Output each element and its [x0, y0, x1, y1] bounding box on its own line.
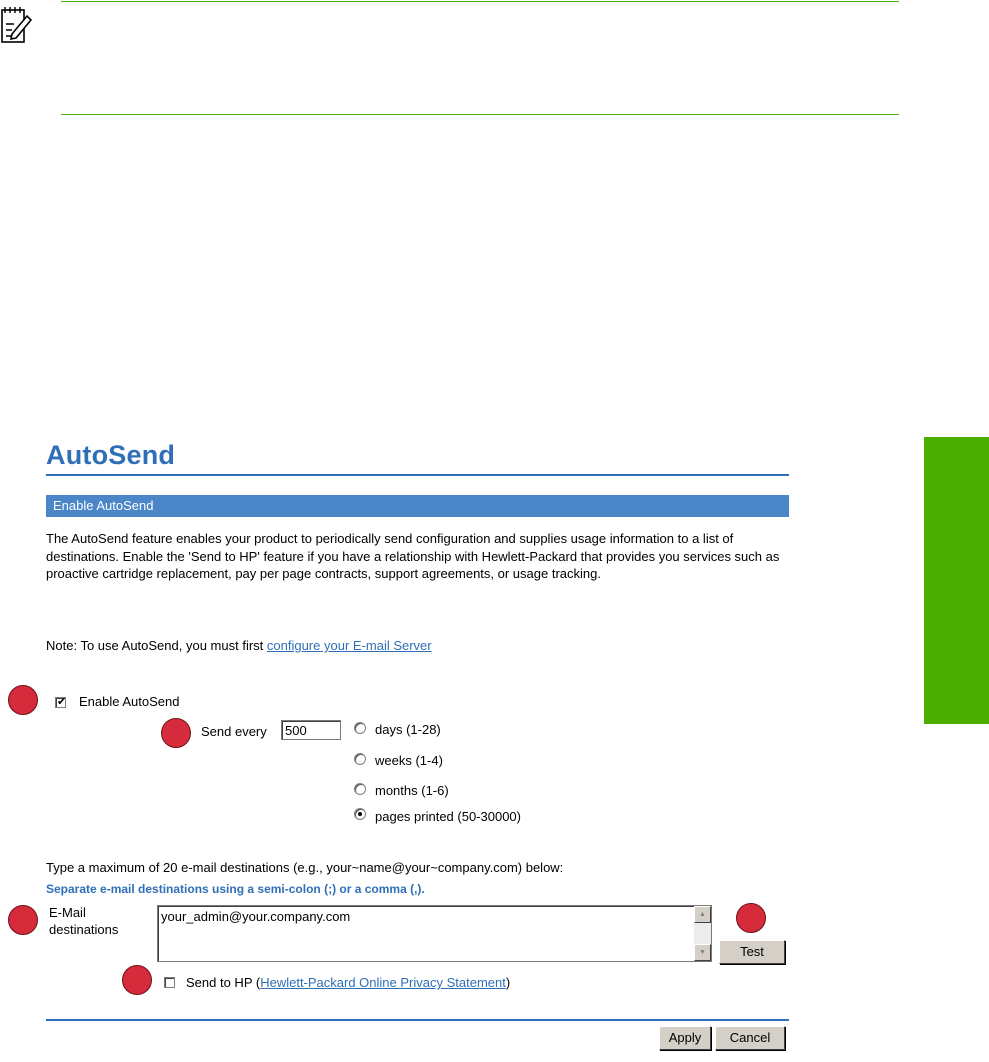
email-instruction: Type a maximum of 20 e-mail destinations (e.g., your~name@your~company.com) below: — [46, 860, 564, 875]
apply-button[interactable]: Apply — [659, 1026, 711, 1050]
enable-autosend-label: Enable AutoSend — [79, 694, 180, 709]
email-destinations-textarea[interactable] — [157, 905, 712, 962]
callout-marker-2 — [161, 718, 191, 748]
bottom-rule — [46, 1019, 789, 1021]
callout-marker-3 — [8, 905, 38, 935]
description-text: The AutoSend feature enables your product to periodically send configuration and supplies usage information to a list of destinations. Enable the 'Send to HP' feature if you have a relationship with Hewlett-Packard that provides you services such as proactive cartridge replacement, pay per page contracts, support agreements, or usage tracking. — [46, 531, 780, 581]
note-pad-icon — [0, 4, 32, 44]
email-separator-hint: Separate e-mail destinations using a semi-colon (;) or a comma (,). — [46, 882, 425, 896]
note-prefix: Note: To use AutoSend, you must first — [46, 638, 267, 653]
radio-days-label: days (1-28) — [375, 722, 441, 737]
send-to-hp-text: Send to HP ( — [186, 975, 261, 990]
send-to-hp-close-paren: ) — [505, 975, 511, 990]
radio-days[interactable] — [354, 722, 366, 734]
send-every-input[interactable] — [281, 720, 341, 740]
scroll-up-icon[interactable]: ▲ — [694, 906, 711, 923]
callout-marker-4 — [736, 903, 766, 933]
privacy-statement-link[interactable]: Hewlett-Packard Online Privacy Statement — [260, 975, 506, 990]
callout-marker-5 — [122, 965, 152, 995]
email-label-line1: E-Mail — [49, 905, 86, 920]
configure-email-server-link[interactable]: configure your E-mail Server — [266, 638, 432, 653]
note-top-rule — [61, 1, 899, 2]
radio-pages-printed-label: pages printed (50-30000) — [375, 809, 521, 824]
textarea-scrollbar[interactable] — [694, 906, 711, 961]
send-to-hp-label — [186, 975, 510, 990]
send-to-hp-checkbox[interactable] — [164, 977, 175, 988]
enable-autosend-checkbox[interactable] — [55, 697, 66, 708]
email-destinations-value: your_admin@your.company.com — [161, 909, 351, 924]
note-bottom-rule — [61, 114, 899, 115]
send-every-label: Send every — [201, 724, 267, 739]
radio-weeks-label: weeks (1-4) — [375, 753, 443, 768]
email-label-line2: destinations — [49, 922, 119, 937]
email-destinations-label — [49, 904, 118, 938]
cancel-button[interactable]: Cancel — [715, 1026, 785, 1050]
note-line — [46, 638, 432, 653]
radio-pages-printed[interactable] — [354, 808, 366, 820]
radio-months-label: months (1-6) — [375, 783, 449, 798]
callout-marker-1 — [8, 685, 38, 715]
radio-months[interactable] — [354, 783, 366, 795]
section-header: Enable AutoSend — [46, 495, 789, 517]
check-mark-icon: ✔ — [57, 696, 67, 708]
chapter-side-tab — [924, 437, 989, 724]
test-button[interactable]: Test — [719, 940, 785, 964]
radio-selected-dot — [358, 812, 362, 816]
radio-weeks[interactable] — [354, 753, 366, 765]
title-rule — [46, 474, 789, 476]
page-title: AutoSend — [46, 440, 176, 470]
scroll-down-icon[interactable]: ▼ — [694, 944, 711, 961]
